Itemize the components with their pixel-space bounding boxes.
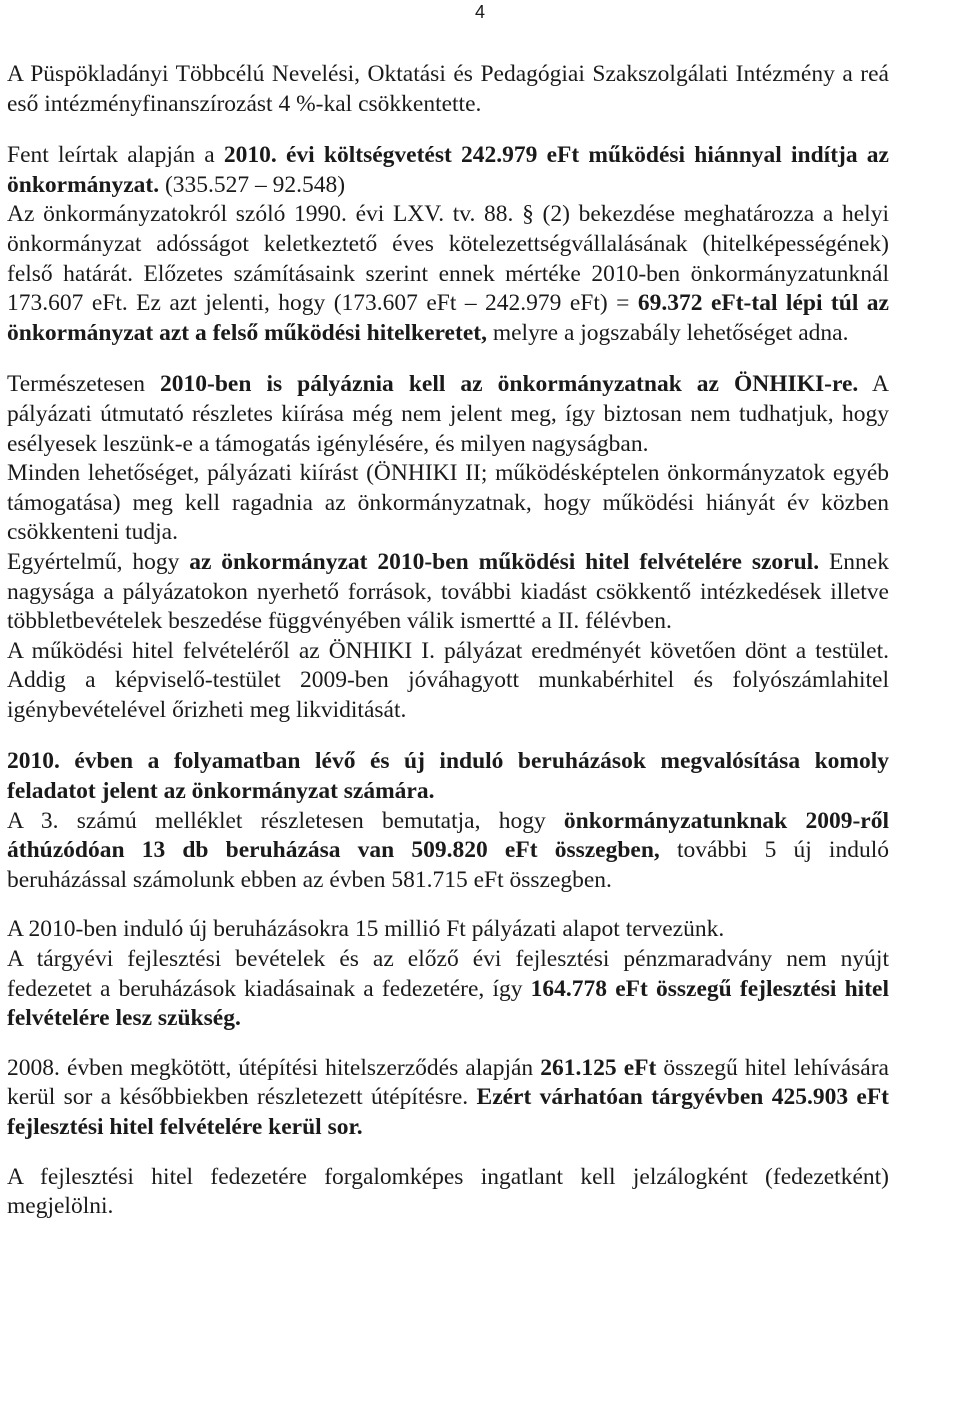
text-run: Természetesen [7, 371, 161, 398]
bold-run: 2010. évben a folyamatban lévő és új induló beruházások megvalósítása komoly feladatot jelent az önkormányzat számára. [7, 748, 889, 805]
text-run: A tárgyévi fejlesztési bevételek és az előző évi fejlesztési pénzmaradvány nem nyújt fedezetet a beruházások kiadásainak a fedezetére, így [7, 946, 889, 1002]
bold-run: 164.778 eFt összegű fejlesztési hitel felvételére lesz szükség. [7, 975, 889, 1032]
bold-run: 261.125 eFt [540, 1054, 657, 1081]
text-run: Az önkormányzatokról szóló 1990. évi LXV. tv. 88. § (2) bekezdése meghatározza a helyi önkormányzat adósságot keletkeztető éves kötelezettségvállalásának (hitelképességének) felső határát. Előzetes számításaink szerint ennek mértéke 2010-ben önkormányzatunknál 173.607 eFt. Ez azt jelenti, hogy (173.607 eFt – 242.979 eFt) = [7, 201, 889, 317]
bold-run: 69.372 eFt-tal lépi túl az önkormányzat azt a felső működési hitelkeretet, [7, 290, 889, 346]
text-run: Fent leírtak alapján a [7, 142, 224, 169]
paragraph-intezmeny: A Püspökladányi Többcélú Nevelési, Oktatási és Pedagógiai Szakszolgálati Intézmény a reá eső intézményfinanszírozást 4 %-kal csökkentette. [7, 61, 889, 117]
bold-run: önkormányzatunknak 2009-ről áthúzódóan 13 db beruházása van 509.820 eFt összegben, [7, 807, 889, 864]
paragraph-palyazati-alap: A 2010-ben induló új beruházásokra 15 millió Ft pályázati alapot tervezünk. [7, 916, 725, 943]
paragraph-jelzalog: A fejlesztési hitel fedezetére forgalomképes ingatlant kell jelzálogként (fedezetként) megjelölni. [7, 1163, 889, 1220]
paragraph-melleklet [7, 807, 889, 896]
paragraph-hitelkepesseg [7, 200, 889, 348]
document-body [7, 60, 889, 1222]
paragraph-likviditas: A működési hitel felvételéről az ÖNHIKI I. pályázat eredményét követően dönt a testület. Addig a képviselő-testület 2009-ben jóváhagyott munkabérhitel és folyószámlahitel igénybevételével őrizheti meg likviditását. [7, 637, 889, 723]
bold-run: az önkormányzat 2010-ben működési hitel felvételére szorul. [189, 548, 820, 575]
text-run: további 5 új induló beruházással számolunk ebben az évben 581.715 eFt összegben. [7, 837, 889, 893]
bold-run: 2010-ben is pályáznia kell az önkormányzatnak az ÖNHIKI-re. [160, 371, 859, 398]
page-number: 4 [474, 2, 485, 22]
text-run: összegű hitel lehívására kerül sor a későbbiekben részletezett útépítésre. [7, 1054, 889, 1111]
text-run: A pályázati útmutató részletes kiírása még nem jelent meg, így biztosan nem tudhatjuk, hogy esélyesek leszünk-e a támogatás igénylésére, és milyen nagyságban. [7, 371, 889, 457]
text-run: melyre a jogszabály lehetőséget adna. [486, 319, 849, 346]
bold-run: 2010. évi költségvetést 242.979 eFt működési hiánnyal indítja az önkormányzat. [7, 142, 889, 198]
text-run: Ennek nagysága a pályázatokon nyerhető források, további kiadást csökkentő intézkedések illetve többletbevételek beszedése függvényében válik ismertté a II. félévben. [7, 548, 889, 635]
text-run: Egyértelmű, hogy [7, 548, 190, 575]
paragraph-mukodesi-hitel [7, 548, 889, 637]
bold-run: Ezért várhatóan tárgyévben 425.903 eFt fejlesztési hitel felvételére kerül sor. [7, 1084, 890, 1140]
paragraph-koltsegvetes [7, 141, 889, 200]
text-run: 2008. évben megkötött, útépítési hitelszerződés alapján [7, 1054, 541, 1081]
paragraph-onhiki [7, 370, 889, 459]
paragraph-fejlesztesi-hitel [7, 945, 889, 1034]
paragraph-lehetosegek: Minden lehetőséget, pályázati kiírást (ÖNHIKI II; működésképtelen önkormányzatok egyéb támogatása) meg kell ragadnia az önkormányzatnak, hogy működési hiányát év közben csökkenteni tudja. [7, 460, 889, 546]
paragraph-utepites [7, 1054, 889, 1143]
text-run: A 3. számú melléklet részletesen bemutatja, hogy [7, 807, 564, 834]
paragraph-beruhazasok [7, 747, 889, 806]
text-run: (335.527 – 92.548) [159, 171, 346, 198]
